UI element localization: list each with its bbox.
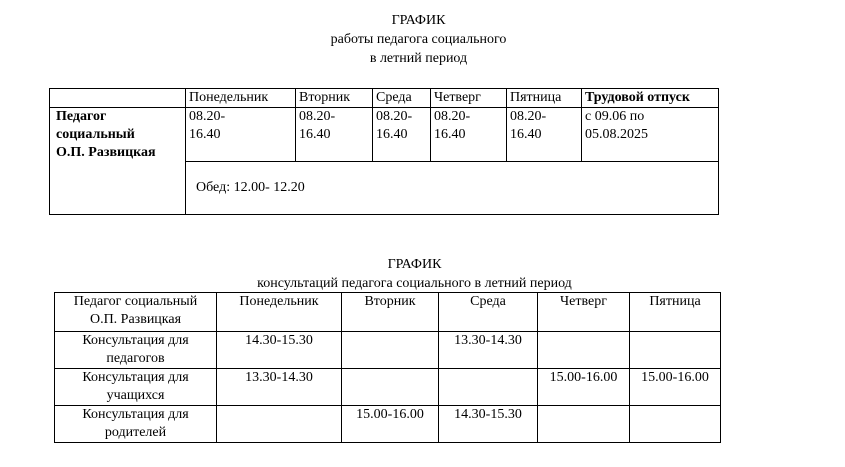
vacation-line-2: 05.08.2025 xyxy=(585,127,648,142)
cell-thursday xyxy=(538,332,630,369)
row-label-line-2: учащихся xyxy=(106,388,165,403)
cell-tuesday xyxy=(342,369,439,406)
row-label xyxy=(55,369,217,406)
cell-tuesday xyxy=(342,332,439,369)
row-label-line-2: родителей xyxy=(104,425,167,440)
hours-start: 08.20- xyxy=(510,109,547,124)
hours-end: 16.40 xyxy=(510,127,542,142)
row-label-line-2: педагогов xyxy=(106,351,165,366)
hours-start: 08.20- xyxy=(299,109,336,124)
consult-header-tuesday: Вторник xyxy=(342,293,439,332)
consult-header-monday: Понедельник xyxy=(217,293,342,332)
cell-friday: 15.00-16.00 xyxy=(630,369,721,406)
person-line-1: Педагог xyxy=(56,109,107,124)
cell-thursday: 15.00-16.00 xyxy=(538,369,630,406)
hours-end: 16.40 xyxy=(189,127,221,142)
consult-header-friday: Пятница xyxy=(630,293,721,332)
cell-wednesday: 14.30-15.30 xyxy=(439,406,538,443)
lunch-cell: Обед: 12.00- 12.20 xyxy=(186,162,719,215)
header-vacation: Трудовой отпуск xyxy=(582,89,719,108)
corner-line-2: О.П. Развицкая xyxy=(89,312,182,327)
row-label-line-1: Консультация для xyxy=(82,407,189,422)
cell-friday xyxy=(630,332,721,369)
consult-corner-cell xyxy=(55,293,217,332)
person-line-3: О.П. Развицкая xyxy=(56,145,156,160)
hours-end: 16.40 xyxy=(299,127,331,142)
hours-friday xyxy=(507,108,582,162)
hours-start: 08.20- xyxy=(189,109,226,124)
header-tuesday: Вторник xyxy=(296,89,373,108)
consult-schedule-heading xyxy=(0,255,837,293)
vacation-line-1: с 09.06 по xyxy=(585,109,645,124)
hours-monday xyxy=(186,108,296,162)
cell-friday xyxy=(630,406,721,443)
cell-monday xyxy=(217,406,342,443)
vacation-cell xyxy=(582,108,719,162)
work-schedule-header-row xyxy=(50,89,719,108)
cell-thursday xyxy=(538,406,630,443)
consult-header-wednesday: Среда xyxy=(439,293,538,332)
consult-schedule-title: ГРАФИК xyxy=(387,257,442,272)
work-schedule-title: ГРАФИК xyxy=(391,13,446,28)
consult-header-row xyxy=(55,293,721,332)
header-monday: Понедельник xyxy=(186,89,296,108)
work-schedule-subtitle-1: работы педагога социального xyxy=(330,32,507,47)
work-schedule-heading xyxy=(0,11,841,68)
cell-monday: 14.30-15.30 xyxy=(217,332,342,369)
consult-row-parents xyxy=(55,406,721,443)
work-schedule-subtitle-2: в летний период xyxy=(369,51,468,66)
consult-row-students xyxy=(55,369,721,406)
hours-wednesday xyxy=(373,108,431,162)
consult-schedule-table xyxy=(54,292,721,443)
work-hours-row xyxy=(50,108,719,162)
hours-thursday xyxy=(431,108,507,162)
hours-start: 08.20- xyxy=(376,109,413,124)
cell-wednesday xyxy=(439,369,538,406)
header-friday: Пятница xyxy=(507,89,582,108)
row-label xyxy=(55,406,217,443)
consult-row-teachers xyxy=(55,332,721,369)
row-label-line-1: Консультация для xyxy=(82,370,189,385)
corner-line-1: Педагог социальный xyxy=(73,294,198,309)
cell-wednesday: 13.30-14.30 xyxy=(439,332,538,369)
row-label xyxy=(55,332,217,369)
cell-tuesday: 15.00-16.00 xyxy=(342,406,439,443)
person-cell xyxy=(50,108,186,215)
hours-start: 08.20- xyxy=(434,109,471,124)
work-schedule-table xyxy=(49,88,719,215)
header-wednesday: Среда xyxy=(373,89,431,108)
hours-tuesday xyxy=(296,108,373,162)
consult-schedule-subtitle: консультаций педагога социального в летний период xyxy=(257,276,572,291)
consult-header-thursday: Четверг xyxy=(538,293,630,332)
cell-monday: 13.30-14.30 xyxy=(217,369,342,406)
header-thursday: Четверг xyxy=(431,89,507,108)
hours-end: 16.40 xyxy=(376,127,408,142)
work-schedule-corner-cell xyxy=(50,89,186,108)
hours-end: 16.40 xyxy=(434,127,466,142)
person-line-2: социальный xyxy=(56,127,135,142)
row-label-line-1: Консультация для xyxy=(82,333,189,348)
